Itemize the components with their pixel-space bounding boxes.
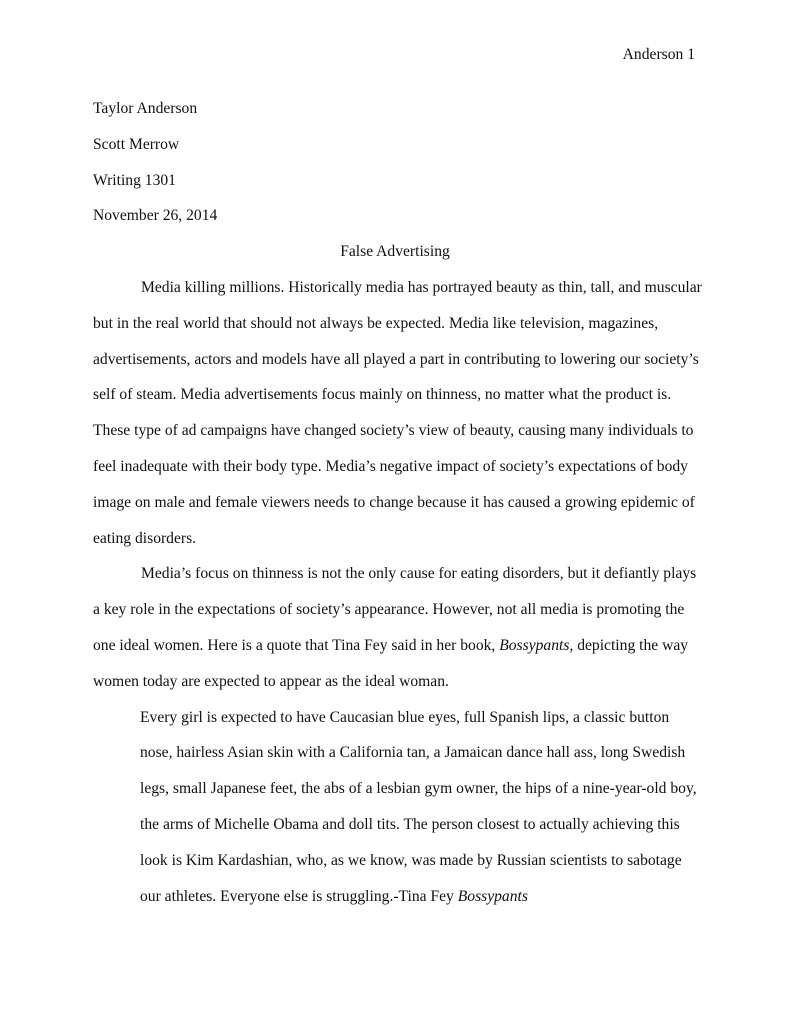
block-quote-text: our athletes. Everyone else is struggling.-Tina Fey: [140, 887, 458, 905]
block-quote-line: look is Kim Kardashian, who, as we know, was made by Russian scientists to sabotage: [140, 851, 682, 869]
document-body: [93, 91, 702, 914]
paragraph-2-line: women today are expected to appear as the ideal woman.: [93, 672, 449, 690]
block-quote-line: legs, small Japanese feet, the abs of a lesbian gym owner, the hips of a nine-year-old boy,: [140, 780, 697, 798]
essay-title: False Advertising: [340, 243, 450, 261]
instructor-name: Scott Merrow: [93, 135, 180, 153]
submission-date: November 26, 2014: [93, 207, 218, 225]
paragraph-2-line: [93, 628, 697, 664]
paragraph-1-line: image on male and female viewers needs to change because it has caused a growing epidemic of: [93, 493, 695, 511]
paragraph-1: [93, 270, 702, 556]
course-name: Writing 1301: [93, 171, 176, 189]
block-quote-line: Every girl is expected to have Caucasian blue eyes, full Spanish lips, a classic button: [140, 708, 670, 726]
running-head: Anderson 1: [622, 46, 695, 63]
paragraph-1-line: eating disorders.: [93, 529, 197, 547]
student-name: Taylor Anderson: [93, 100, 198, 117]
paragraph-1-line: advertisements, actors and models have all played a part in contributing to lowering our society’s: [93, 350, 699, 368]
paragraph-2: [93, 556, 697, 699]
block-quote-line: the arms of Michelle Obama and doll tits. The person closest to actually achieving this: [140, 815, 680, 833]
paragraph-2-line: a key role in the expectations of society’s appearance. However, not all media is promoting the: [93, 601, 685, 619]
paragraph-1-line: These type of ad campaigns have changed society’s view of beauty, causing many individuals to: [93, 422, 694, 440]
book-title: Bossypants,: [499, 636, 574, 654]
paragraph-1-line: self of steam. Media advertisements focus mainly on thinness, no matter what the product is.: [93, 386, 672, 404]
paragraph-1-line: Media killing millions. Historically media has portrayed beauty as thin, tall, and muscular: [141, 278, 702, 296]
quote-source-title: Bossypants: [457, 887, 528, 905]
block-quote-line: nose, hairless Asian skin with a California tan, a Jamaican dance hall ass, long Swedish: [140, 744, 686, 762]
paragraph-2-line: Media’s focus on thinness is not the only cause for eating disorders, but it defiantly plays: [141, 565, 697, 583]
paragraph-2-text: one ideal women. Here is a quote that Tina Fey said in her book,: [93, 636, 500, 654]
paragraph-1-line: but in the real world that should not always be expected. Media like television, magazines,: [93, 314, 659, 332]
block-quote-line: [140, 879, 697, 915]
paragraph-2-text: depicting the way: [573, 636, 689, 654]
paragraph-1-line: feel inadequate with their body type. Media’s negative impact of society’s expectations of body: [93, 457, 688, 475]
block-quote: [140, 700, 697, 915]
